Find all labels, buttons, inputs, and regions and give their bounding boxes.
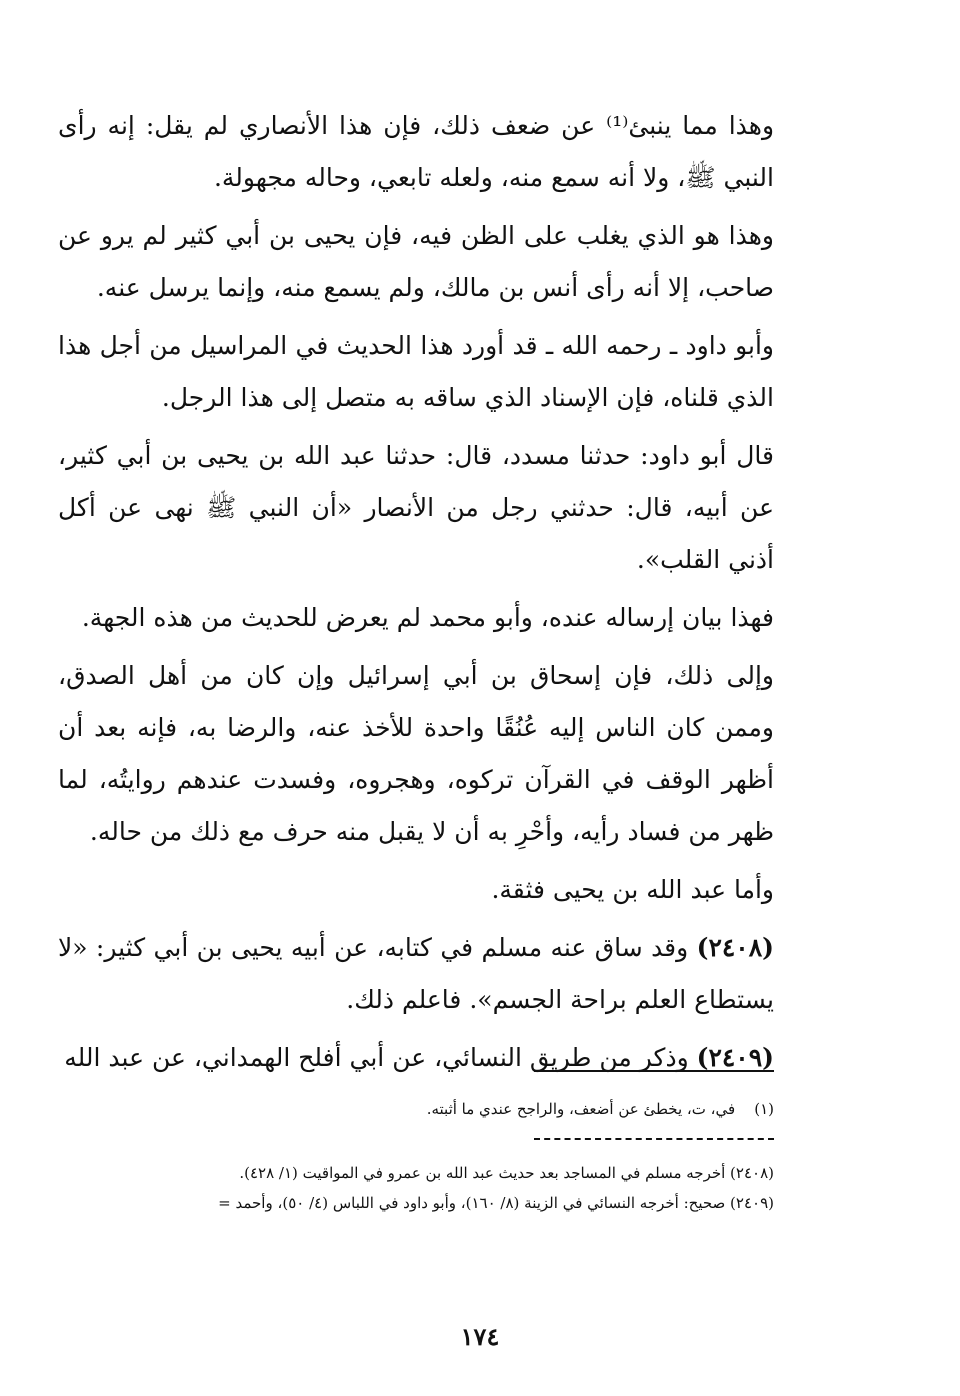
footnote-1: (١) في، ت، يخطئ عن أضعف، والراجح عندي ما أثبته. [426, 1100, 774, 1118]
hadith-number: (٢٤٠٩) [696, 1043, 774, 1072]
paragraph-6: وإلى ذلك، فإن إسحاق بن أبي إسرائيل وإن كان من أهل الصدق، وممن كان الناس إليه عُنُقًا واحدة للأخذ عنه، والرضا به، فإنه بعد أن أظهر الوقف في القرآن تركوه، وهجروه، وفسدت عندهم روايتُه، لما ظهر من فساد رأيه، وأحْرِ به أن لا يقبل منه حرف مع ذلك من حاله. [50, 661, 774, 846]
paragraph-7: وأما عبد الله بن يحيى فثقة. [491, 875, 774, 904]
paragraph-5: فهذا بيان إرساله عنده، وأبو محمد لم يعرض للحديث من هذه الجهة. [81, 603, 774, 632]
hadith-2408 [50, 922, 774, 1026]
paragraph-3: وأبو داود ـ رحمه الله ـ قد أورد هذا الحديث في المراسيل من أجل هذا الذي قلناه، فإن الإسناد الذي ساقه به متصل إلى هذا الرجل. [50, 331, 774, 412]
hadith-number: (٢٤٠٨) [696, 933, 774, 962]
hadith-text: وذكر من طريق النسائي، عن أبي أفلح الهمداني، عن عبد الله [64, 1043, 697, 1072]
main-text [50, 100, 775, 1090]
reference-2408: (٢٤٠٨) أخرجه مسلم في المساجد بعد حديث عبد الله بن عمرو في المواقيت (١/ ٤٢٨). [239, 1164, 774, 1182]
footnotes [58, 1070, 774, 1218]
paragraph-1: وهذا مما ينبئ⁽¹⁾ عن ضعف ذلك، فإن هذا الأنصاري لم يقل: إنه رأى النبي ﷺ، ولا أنه سمع منه، ولعله تابعي، وحاله مجهولة. [50, 111, 775, 192]
hadith-text: وقد ساق عنه مسلم في كتابه، عن أبيه يحيى بن أبي كثير: «لا يستطاع العلم براحة الجسم». فاعلم ذلك. [50, 933, 774, 1014]
reference-2409: (٢٤٠٩) صحيح: أخرجه النسائي في الزينة (٨/ ١٦٠)، وأبو داود في اللباس (٤/ ٥٠)، وأحمد = [218, 1194, 774, 1212]
paragraph-2: وهذا هو الذي يغلب على الظن فيه، فإن يحيى بن أبي كثير لم يرو عن صاحب، إلا أنه رأى أنس بن مالك، ولم يسمع منه، وإنما يرسل عنه. [50, 221, 774, 302]
page-number: ١٧٤ [460, 1322, 500, 1351]
reference-divider [534, 1138, 774, 1140]
footnote-divider [534, 1070, 774, 1072]
paragraph-4: قال أبو داود: حدثنا مسدد، قال: حدثنا عبد الله بن يحيى بن أبي كثير، عن أبيه، قال: حدثني رجل من الأنصار «أن النبي ﷺ نهى عن أكل أذني القلب». [50, 441, 774, 574]
